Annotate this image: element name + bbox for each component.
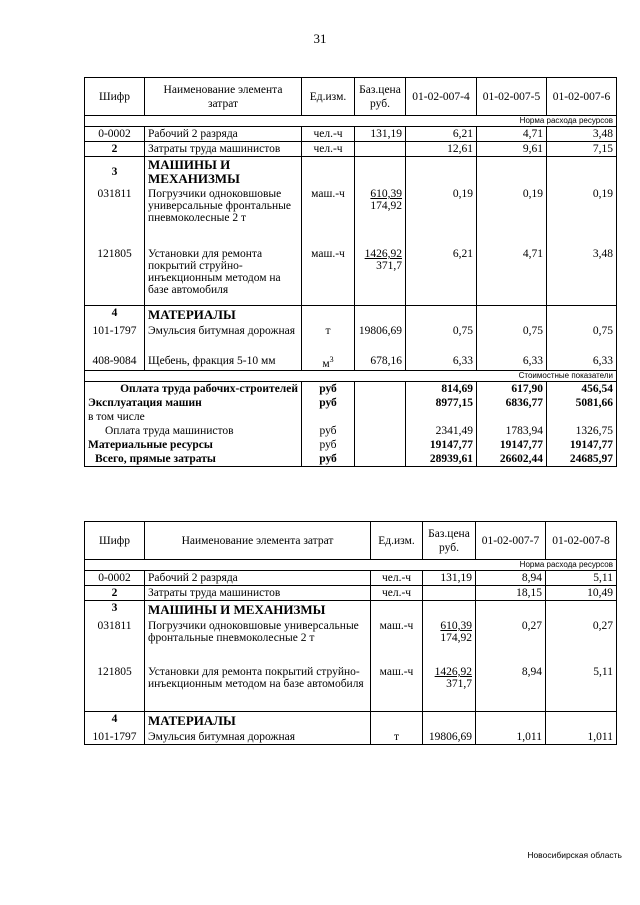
row-name: Рабочий 2 разряда — [145, 127, 302, 142]
row-unit: т — [302, 324, 355, 354]
section-row — [85, 305, 617, 324]
row-code: 0-0002 — [85, 571, 145, 586]
row-value: 6,33 — [547, 354, 617, 371]
row-price: 131,19 — [423, 571, 476, 586]
cost-value: 1783,94 — [477, 424, 547, 438]
row-price: 19806,69 — [423, 730, 476, 745]
row-name: Погрузчики одноковшовые универсальные фронтальные пневмоколесные 2 т — [145, 619, 371, 665]
cost-name: Оплата труда рабочих-строителей — [85, 382, 302, 397]
row-value: 6,21 — [406, 127, 477, 142]
table-row — [85, 354, 617, 371]
footer-region: Новосибирская область — [527, 850, 622, 860]
cost-row — [85, 438, 617, 452]
col-code-5-header: 01-02-007-5 — [477, 78, 547, 116]
cost-caption: Стоимостные показатели — [85, 371, 617, 382]
row-value: 1,011 — [546, 730, 617, 745]
table-row — [85, 571, 617, 586]
table-row — [85, 730, 617, 745]
cost-value: 617,90 — [477, 382, 547, 397]
cost-subtitle: в том числе — [85, 410, 302, 424]
row-unit: $м^3$ — [302, 354, 355, 371]
row-name: Погрузчики одноковшовые универсальные фронтальные пневмоколесные 2 т — [145, 187, 302, 247]
row-value: 4,71 — [477, 247, 547, 305]
row-name: Затраты труда машинистов — [145, 586, 371, 601]
cost-value: 5081,66 — [547, 396, 617, 410]
row-price: 19806,69 — [355, 324, 406, 354]
col-code-4-header: 01-02-007-4 — [406, 78, 477, 116]
row-unit: маш.-ч — [371, 665, 423, 711]
section-row — [85, 601, 617, 620]
row-code: 031811 — [85, 619, 145, 665]
table-header-row — [85, 522, 617, 560]
row-value: 0,19 — [547, 187, 617, 247]
row-price: 1426,92 371,7 — [423, 665, 476, 711]
cost-unit: руб — [302, 382, 355, 397]
row-value: 3,48 — [547, 247, 617, 305]
row-unit: чел.-ч — [302, 142, 355, 157]
row-value: 8,94 — [476, 571, 546, 586]
row-unit: маш.-ч — [302, 187, 355, 247]
row-name: Установки для ремонта покрытий струйно-инъекционным методом на базе автомобиля — [145, 665, 371, 711]
cost-value: 2341,49 — [406, 424, 477, 438]
row-unit: чел.-ч — [371, 586, 423, 601]
section-title: МАТЕРИАЛЫ — [145, 711, 371, 730]
row-unit: маш.-ч — [302, 247, 355, 305]
row-code: 0-0002 — [85, 127, 145, 142]
row-value: 0,75 — [477, 324, 547, 354]
row-value: 0,75 — [406, 324, 477, 354]
table-row — [85, 127, 617, 142]
cost-value: 19147,77 — [406, 438, 477, 452]
row-code: 101-1797 — [85, 730, 145, 745]
section-row — [85, 711, 617, 730]
table-row — [85, 324, 617, 354]
table-row — [85, 619, 617, 665]
row-value: 8,94 — [476, 665, 546, 711]
cost-row — [85, 452, 617, 467]
cost-name: Оплата труда машинистов — [85, 424, 302, 438]
row-value: 6,21 — [406, 247, 477, 305]
row-value: 18,15 — [476, 586, 546, 601]
row-code: 408-9084 — [85, 354, 145, 371]
cost-name: Всего, прямые затраты — [85, 452, 302, 467]
table-header-row — [85, 78, 617, 116]
col-name-header: Наименование элемента затрат — [145, 78, 302, 116]
cost-unit: руб — [302, 396, 355, 410]
col-code-header: Шифр — [85, 522, 145, 560]
section-row — [85, 157, 617, 188]
cost-value: 26602,44 — [477, 452, 547, 467]
cost-unit: руб — [302, 438, 355, 452]
cost-name: Эксплуатация машин — [85, 396, 302, 410]
row-value: 1,011 — [476, 730, 546, 745]
col-code-6-header: 01-02-007-6 — [547, 78, 617, 116]
row-unit: т — [371, 730, 423, 745]
cost-value: 814,69 — [406, 382, 477, 397]
table-row — [85, 187, 617, 247]
row-code: 2 — [85, 142, 145, 157]
cost-row — [85, 396, 617, 410]
row-name: Эмульсия битумная дорожная — [145, 730, 371, 745]
row-code: 2 — [85, 586, 145, 601]
row-price: 131,19 — [355, 127, 406, 142]
norm-caption: Норма расхода ресурсов — [85, 560, 617, 571]
row-code: 121805 — [85, 247, 145, 305]
row-value: 0,19 — [477, 187, 547, 247]
table-row — [85, 142, 617, 157]
page-number: 31 — [313, 31, 327, 46]
section-title: МАШИНЫ И МЕХАНИЗМЫ — [145, 157, 302, 188]
row-value: 0,19 — [406, 187, 477, 247]
row-price: 678,16 — [355, 354, 406, 371]
section-code: 3 — [85, 601, 145, 620]
row-name: Эмульсия битумная дорожная — [145, 324, 302, 354]
col-code-header: Шифр — [85, 78, 145, 116]
cost-value: 19147,77 — [547, 438, 617, 452]
row-value: 0,27 — [476, 619, 546, 665]
cost-value: 24685,97 — [547, 452, 617, 467]
cost-value: 8977,15 — [406, 396, 477, 410]
row-name: Щебень, фракция 5-10 мм — [145, 354, 302, 371]
row-name: Установки для ремонта покрытий струйно-инъекционным методом на базе автомобиля — [145, 247, 302, 305]
row-value: 5,11 — [546, 665, 617, 711]
row-value: 6,33 — [477, 354, 547, 371]
row-price: 610,39 174,92 — [423, 619, 476, 665]
cost-value: 1326,75 — [547, 424, 617, 438]
row-value: 0,27 — [546, 619, 617, 665]
norm-caption: Норма расхода ресурсов — [85, 116, 617, 127]
row-value: 5,11 — [546, 571, 617, 586]
col-name-header: Наименование элемента затрат — [145, 522, 371, 560]
cost-value: 456,54 — [547, 382, 617, 397]
section-code: 3 — [85, 157, 145, 188]
cost-unit: руб — [302, 452, 355, 467]
cost-row — [85, 382, 617, 397]
cost-unit: руб — [302, 424, 355, 438]
cost-value: 28939,61 — [406, 452, 477, 467]
cost-value: 19147,77 — [477, 438, 547, 452]
row-value: 7,15 — [547, 142, 617, 157]
row-value: 4,71 — [477, 127, 547, 142]
row-value: 9,61 — [477, 142, 547, 157]
row-price: 610,39 174,92 — [355, 187, 406, 247]
row-value: 3,48 — [547, 127, 617, 142]
row-code: 031811 — [85, 187, 145, 247]
row-code: 121805 — [85, 665, 145, 711]
section-title: МАШИНЫ И МЕХАНИЗМЫ — [145, 601, 371, 620]
row-price: 1426,92 371,7 — [355, 247, 406, 305]
section-code: 4 — [85, 711, 145, 730]
cost-name: Материальные ресурсы — [85, 438, 302, 452]
row-code: 101-1797 — [85, 324, 145, 354]
col-code-7-header: 01-02-007-7 — [476, 522, 546, 560]
row-value: 10,49 — [546, 586, 617, 601]
cost-row — [85, 410, 617, 424]
cost-row — [85, 424, 617, 438]
row-value: 12,61 — [406, 142, 477, 157]
row-unit: маш.-ч — [371, 619, 423, 665]
col-unit-header: Ед.изм. — [371, 522, 423, 560]
row-value: 6,33 — [406, 354, 477, 371]
section-title: МАТЕРИАЛЫ — [145, 305, 302, 324]
col-price-header: Баз.цена руб. — [355, 78, 406, 116]
row-value: 0,75 — [547, 324, 617, 354]
table-row — [85, 665, 617, 711]
row-name: Затраты труда машинистов — [145, 142, 302, 157]
col-unit-header: Ед.изм. — [302, 78, 355, 116]
table-row — [85, 247, 617, 305]
cost-value: 6836,77 — [477, 396, 547, 410]
row-unit: чел.-ч — [302, 127, 355, 142]
resource-table-1 — [84, 77, 617, 467]
row-name: Рабочий 2 разряда — [145, 571, 371, 586]
table-row — [85, 586, 617, 601]
section-code: 4 — [85, 305, 145, 324]
col-price-header: Баз.цена руб. — [423, 522, 476, 560]
resource-table-2 — [84, 521, 617, 745]
col-code-8-header: 01-02-007-8 — [546, 522, 617, 560]
row-unit: чел.-ч — [371, 571, 423, 586]
